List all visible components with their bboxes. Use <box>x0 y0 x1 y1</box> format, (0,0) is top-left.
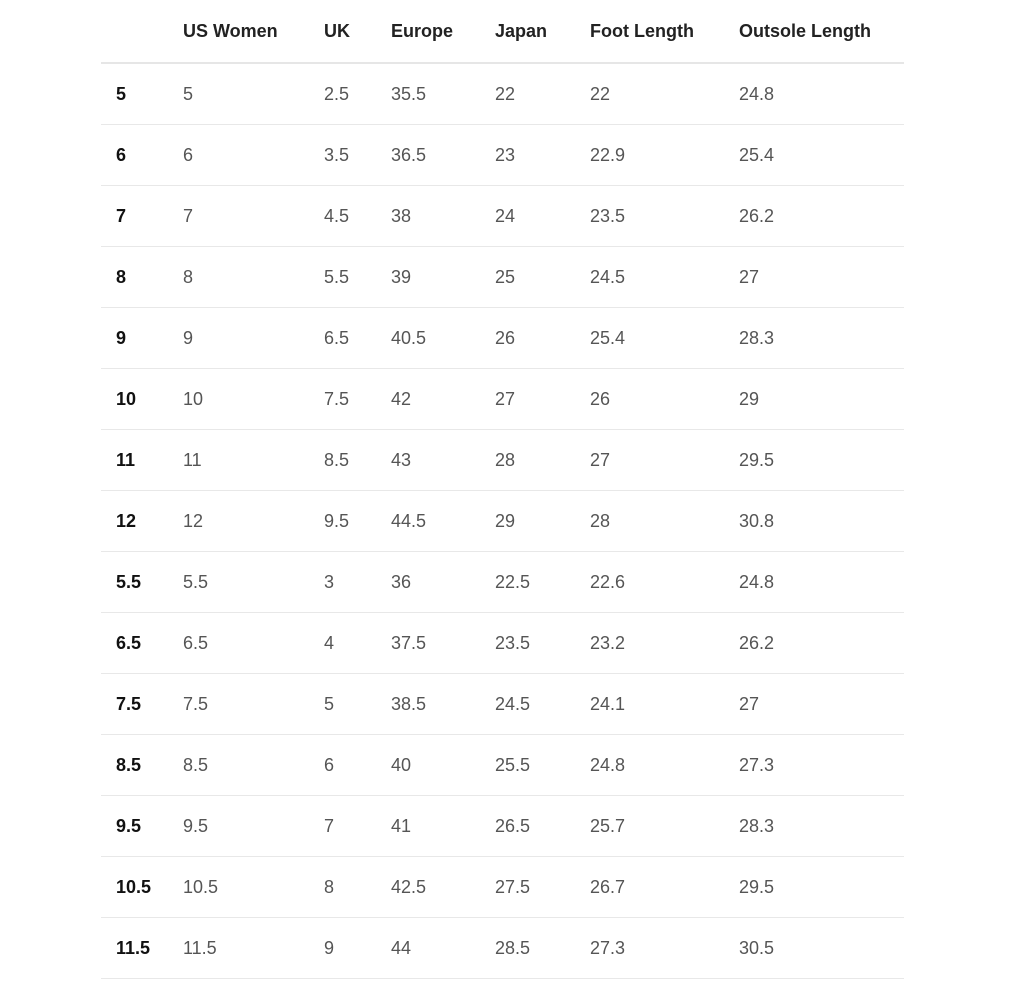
cell-uk: 4 <box>324 613 391 674</box>
row-label-size: 11.5 <box>101 918 183 979</box>
cell-us-women: 10 <box>183 369 324 430</box>
cell-us-women: 5 <box>183 63 324 125</box>
table-row <box>101 125 904 186</box>
row-label-size: 11 <box>101 430 183 491</box>
cell-uk: 5.5 <box>324 247 391 308</box>
table-row <box>101 308 904 369</box>
cell-uk: 9.5 <box>324 491 391 552</box>
table-row <box>101 186 904 247</box>
cell-outsole-length: 27.3 <box>739 735 904 796</box>
cell-outsole-length: 24.8 <box>739 63 904 125</box>
cell-foot-length: 27 <box>590 430 739 491</box>
table-header <box>101 0 904 63</box>
cell-europe: 35.5 <box>391 63 495 125</box>
row-label-size: 7.5 <box>101 674 183 735</box>
row-label-size: 5.5 <box>101 552 183 613</box>
cell-uk: 3 <box>324 552 391 613</box>
cell-uk: 6.5 <box>324 308 391 369</box>
table-row <box>101 674 904 735</box>
cell-europe: 42.5 <box>391 857 495 918</box>
cell-outsole-length: 29.5 <box>739 430 904 491</box>
cell-japan: 22.5 <box>495 552 590 613</box>
table-row <box>101 63 904 125</box>
size-chart-table <box>101 0 904 979</box>
cell-japan: 26.5 <box>495 796 590 857</box>
table-row <box>101 613 904 674</box>
cell-us-women: 6 <box>183 125 324 186</box>
cell-uk: 9 <box>324 918 391 979</box>
cell-japan: 27.5 <box>495 857 590 918</box>
cell-japan: 29 <box>495 491 590 552</box>
row-label-size: 7 <box>101 186 183 247</box>
cell-europe: 44 <box>391 918 495 979</box>
row-label-size: 5 <box>101 63 183 125</box>
cell-japan: 23 <box>495 125 590 186</box>
cell-europe: 36 <box>391 552 495 613</box>
cell-japan: 28 <box>495 430 590 491</box>
cell-outsole-length: 30.8 <box>739 491 904 552</box>
cell-uk: 5 <box>324 674 391 735</box>
header-foot-length: Foot Length <box>590 0 739 63</box>
cell-us-women: 10.5 <box>183 857 324 918</box>
cell-outsole-length: 26.2 <box>739 613 904 674</box>
row-label-size: 8 <box>101 247 183 308</box>
cell-foot-length: 25.4 <box>590 308 739 369</box>
cell-uk: 8 <box>324 857 391 918</box>
cell-japan: 24 <box>495 186 590 247</box>
table-row <box>101 735 904 796</box>
cell-foot-length: 26 <box>590 369 739 430</box>
row-label-size: 9 <box>101 308 183 369</box>
row-label-size: 10.5 <box>101 857 183 918</box>
table-row <box>101 918 904 979</box>
row-label-size: 6.5 <box>101 613 183 674</box>
cell-foot-length: 22 <box>590 63 739 125</box>
cell-us-women: 5.5 <box>183 552 324 613</box>
cell-foot-length: 26.7 <box>590 857 739 918</box>
cell-outsole-length: 29.5 <box>739 857 904 918</box>
row-label-size: 6 <box>101 125 183 186</box>
cell-foot-length: 27.3 <box>590 918 739 979</box>
cell-europe: 44.5 <box>391 491 495 552</box>
cell-us-women: 6.5 <box>183 613 324 674</box>
header-japan: Japan <box>495 0 590 63</box>
cell-europe: 41 <box>391 796 495 857</box>
row-label-size: 12 <box>101 491 183 552</box>
cell-us-women: 11.5 <box>183 918 324 979</box>
table-row <box>101 430 904 491</box>
cell-us-women: 8 <box>183 247 324 308</box>
cell-europe: 38 <box>391 186 495 247</box>
row-label-size: 8.5 <box>101 735 183 796</box>
cell-europe: 40.5 <box>391 308 495 369</box>
cell-outsole-length: 30.5 <box>739 918 904 979</box>
cell-outsole-length: 29 <box>739 369 904 430</box>
cell-outsole-length: 28.3 <box>739 308 904 369</box>
table-row <box>101 796 904 857</box>
cell-foot-length: 24.8 <box>590 735 739 796</box>
cell-uk: 6 <box>324 735 391 796</box>
cell-europe: 38.5 <box>391 674 495 735</box>
cell-japan: 22 <box>495 63 590 125</box>
table-row <box>101 369 904 430</box>
cell-outsole-length: 24.8 <box>739 552 904 613</box>
cell-foot-length: 22.6 <box>590 552 739 613</box>
cell-foot-length: 24.5 <box>590 247 739 308</box>
cell-outsole-length: 27 <box>739 674 904 735</box>
row-label-size: 9.5 <box>101 796 183 857</box>
cell-uk: 3.5 <box>324 125 391 186</box>
cell-uk: 7 <box>324 796 391 857</box>
cell-europe: 37.5 <box>391 613 495 674</box>
cell-foot-length: 23.2 <box>590 613 739 674</box>
cell-japan: 23.5 <box>495 613 590 674</box>
cell-uk: 2.5 <box>324 63 391 125</box>
cell-uk: 7.5 <box>324 369 391 430</box>
header-europe: Europe <box>391 0 495 63</box>
cell-europe: 39 <box>391 247 495 308</box>
cell-japan: 24.5 <box>495 674 590 735</box>
cell-us-women: 9 <box>183 308 324 369</box>
cell-foot-length: 28 <box>590 491 739 552</box>
cell-us-women: 7 <box>183 186 324 247</box>
cell-europe: 43 <box>391 430 495 491</box>
cell-outsole-length: 27 <box>739 247 904 308</box>
cell-foot-length: 25.7 <box>590 796 739 857</box>
cell-foot-length: 22.9 <box>590 125 739 186</box>
cell-europe: 42 <box>391 369 495 430</box>
header-size <box>101 0 183 63</box>
table-row <box>101 552 904 613</box>
cell-japan: 25 <box>495 247 590 308</box>
table-body <box>101 63 904 979</box>
cell-us-women: 12 <box>183 491 324 552</box>
header-us-women: US Women <box>183 0 324 63</box>
cell-japan: 25.5 <box>495 735 590 796</box>
cell-outsole-length: 25.4 <box>739 125 904 186</box>
cell-us-women: 9.5 <box>183 796 324 857</box>
cell-outsole-length: 26.2 <box>739 186 904 247</box>
cell-foot-length: 23.5 <box>590 186 739 247</box>
cell-japan: 26 <box>495 308 590 369</box>
header-uk: UK <box>324 0 391 63</box>
row-label-size: 10 <box>101 369 183 430</box>
cell-uk: 4.5 <box>324 186 391 247</box>
cell-foot-length: 24.1 <box>590 674 739 735</box>
header-outsole-length: Outsole Length <box>739 0 904 63</box>
cell-outsole-length: 28.3 <box>739 796 904 857</box>
cell-europe: 40 <box>391 735 495 796</box>
cell-us-women: 8.5 <box>183 735 324 796</box>
cell-uk: 8.5 <box>324 430 391 491</box>
table-row <box>101 491 904 552</box>
cell-japan: 27 <box>495 369 590 430</box>
cell-us-women: 7.5 <box>183 674 324 735</box>
table-row <box>101 247 904 308</box>
cell-japan: 28.5 <box>495 918 590 979</box>
cell-europe: 36.5 <box>391 125 495 186</box>
header-row <box>101 0 904 63</box>
table-row <box>101 857 904 918</box>
cell-us-women: 11 <box>183 430 324 491</box>
